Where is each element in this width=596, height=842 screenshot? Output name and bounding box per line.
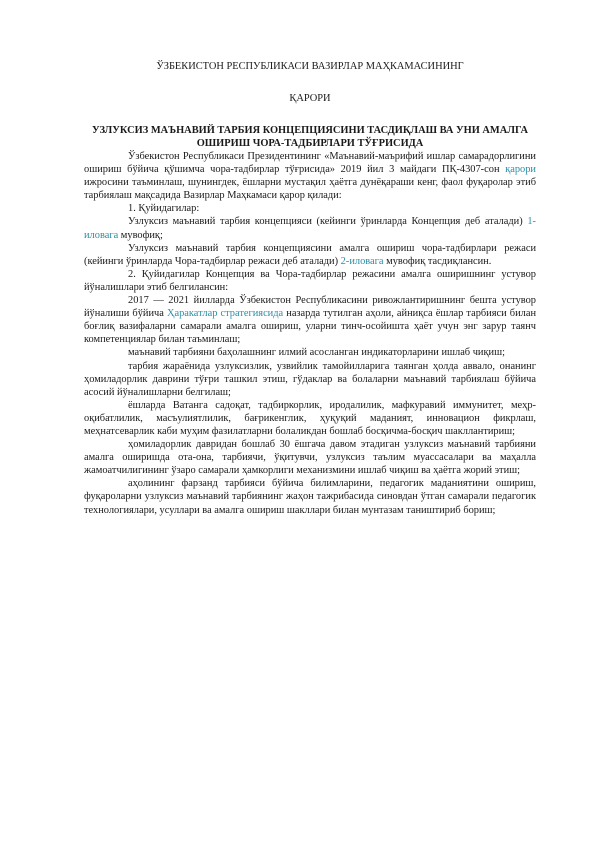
document-type: ҚАРОРИ xyxy=(289,93,331,104)
annex-2-link[interactable]: 2-иловага xyxy=(340,255,384,267)
priority-qualities-paragraph: ёшларда Ватанга садоқат, тадбиркорлик, иродалилик, мафкуравий иммунитет, меҳр-оқибатлилик, масъулиятлилик, бағрикенглик, ҳуқуқий маданият, инновацион фикрлаш, меҳнатсеварлик каби муҳим фазилатларни болаликдан бошлаб босқичма-босқич шакллантириш; xyxy=(84,399,536,437)
plan-text-b: мувофиқ тасдиқлансин. xyxy=(383,255,492,267)
concept-text-b: мувофиқ; xyxy=(118,229,163,241)
resolution-link[interactable]: қарори xyxy=(505,164,536,176)
strategy-text-a: 2017 — 2021 йилларда Ўзбекистон Республикасини ривожлантиришнинг бешта устувор йўналиши бўйича xyxy=(84,295,536,320)
priority-cooperation-paragraph: ҳомиладорлик давридан бошлаб 30 ёшгача давом этадиган узлуксиз маънавий тарбияни амалга оширишда ота-она, тарбиячи, ўқитувчи, узлуксиз таълим муассасалари ва маҳалла жамоатчилигининг ўзаро самарали ҳамкорлиги механизмини ишлаб чиқиш ва ҳаётга жорий этиш; xyxy=(84,439,536,477)
plan-text-a: Узлуксиз маънавий тарбия концепциясини амалга ошириш чора-тадбирлари режаси (кейинги ўринларда Чора-тадбирлар режаси деб аталади) xyxy=(84,242,536,267)
annex-1-link[interactable]: 1-иловага xyxy=(84,216,536,241)
strategy-text-b: назарда тутилган аҳоли, айниқса ёшлар тарбияси билан боғлиқ вазифаларни самарали амалга ошириш, уларни тинч-осойишта ҳаёт учун энг зарур таянч компетенциялар билан таъминлаш; xyxy=(84,308,537,346)
intro-paragraph xyxy=(84,150,536,202)
document-title: УЗЛУКСИЗ МАЪНАВИЙ ТАРБИЯ КОНЦЕПЦИЯСИНИ ТАСДИҚЛАШ ВА УНИ АМАЛГА ОШИРИШ ЧОРА-ТАДБИРЛАРИ ТЎҒРИСИДА xyxy=(92,125,528,149)
priority-continuity-paragraph: тарбия жараёнида узлуксизлик, узвийлик тамойилларига таянган ҳолда аввало, онанинг ҳомиладорлик даврини тўғри ташкил этиш, гўдаклар ва болаларни маънавий тарбиялаш бўйича асосий йўналишларни белгилаш; xyxy=(84,360,536,398)
plan-approval-paragraph xyxy=(84,242,536,268)
clause-2: 2. Қуйидагилар Концепция ва Чора-тадбирлар режасини амалга оширишнинг устувор йўналишлари этиб белгилансин: xyxy=(84,268,536,293)
concept-approval-paragraph xyxy=(84,215,536,241)
intro-text-b: ижросини таъминлаш, шунингдек, ёшларни мустақил ҳаётга дунёқараши кенг, фаол фуқаролар этиб тарбиялаш мақсадида Вазирлар Маҳкамаси қарор қилади: xyxy=(84,177,536,202)
action-strategy-link[interactable]: Ҳаракатлар стратегиясида xyxy=(166,308,284,320)
clause-1: 1. Қуйидагилар: xyxy=(128,203,200,215)
priority-strategy-paragraph xyxy=(84,294,536,346)
issuing-authority: ЎЗБЕКИСТОН РЕСПУБЛИКАСИ ВАЗИРЛАР МАҲКАМАСИНИНГ xyxy=(156,61,464,72)
concept-text-a: Узлуксиз маънавий тарбия концепцияси (кейинги ўринларда Концепция деб аталади) xyxy=(128,216,528,228)
priority-indicators-paragraph: маънавий тарбияни баҳолашнинг илмий асосланган индикаторларини ишлаб чиқиш; xyxy=(128,347,505,359)
intro-text-a: Ўзбекистон Республикаси Президентининг «Маънавий-маърифий ишлар самарадорлигини ошириш бўйича қўшимча чора-тадбирлар тўғрисида» 2019 йил 3 майдаги ПҚ-4307-сон xyxy=(84,151,536,176)
priority-parenting-paragraph: аҳолининг фарзанд тарбияси бўйича билимларини, педагогик маданиятини ошириш, фуқароларни узлуксиз маънавий тарбиянинг жаҳон тажрибасида синовдан ўтган самарали педагогик технологиялари, усуллари ва амалга ошириш шакллари билан мунтазам таништириб бориш; xyxy=(84,478,536,516)
